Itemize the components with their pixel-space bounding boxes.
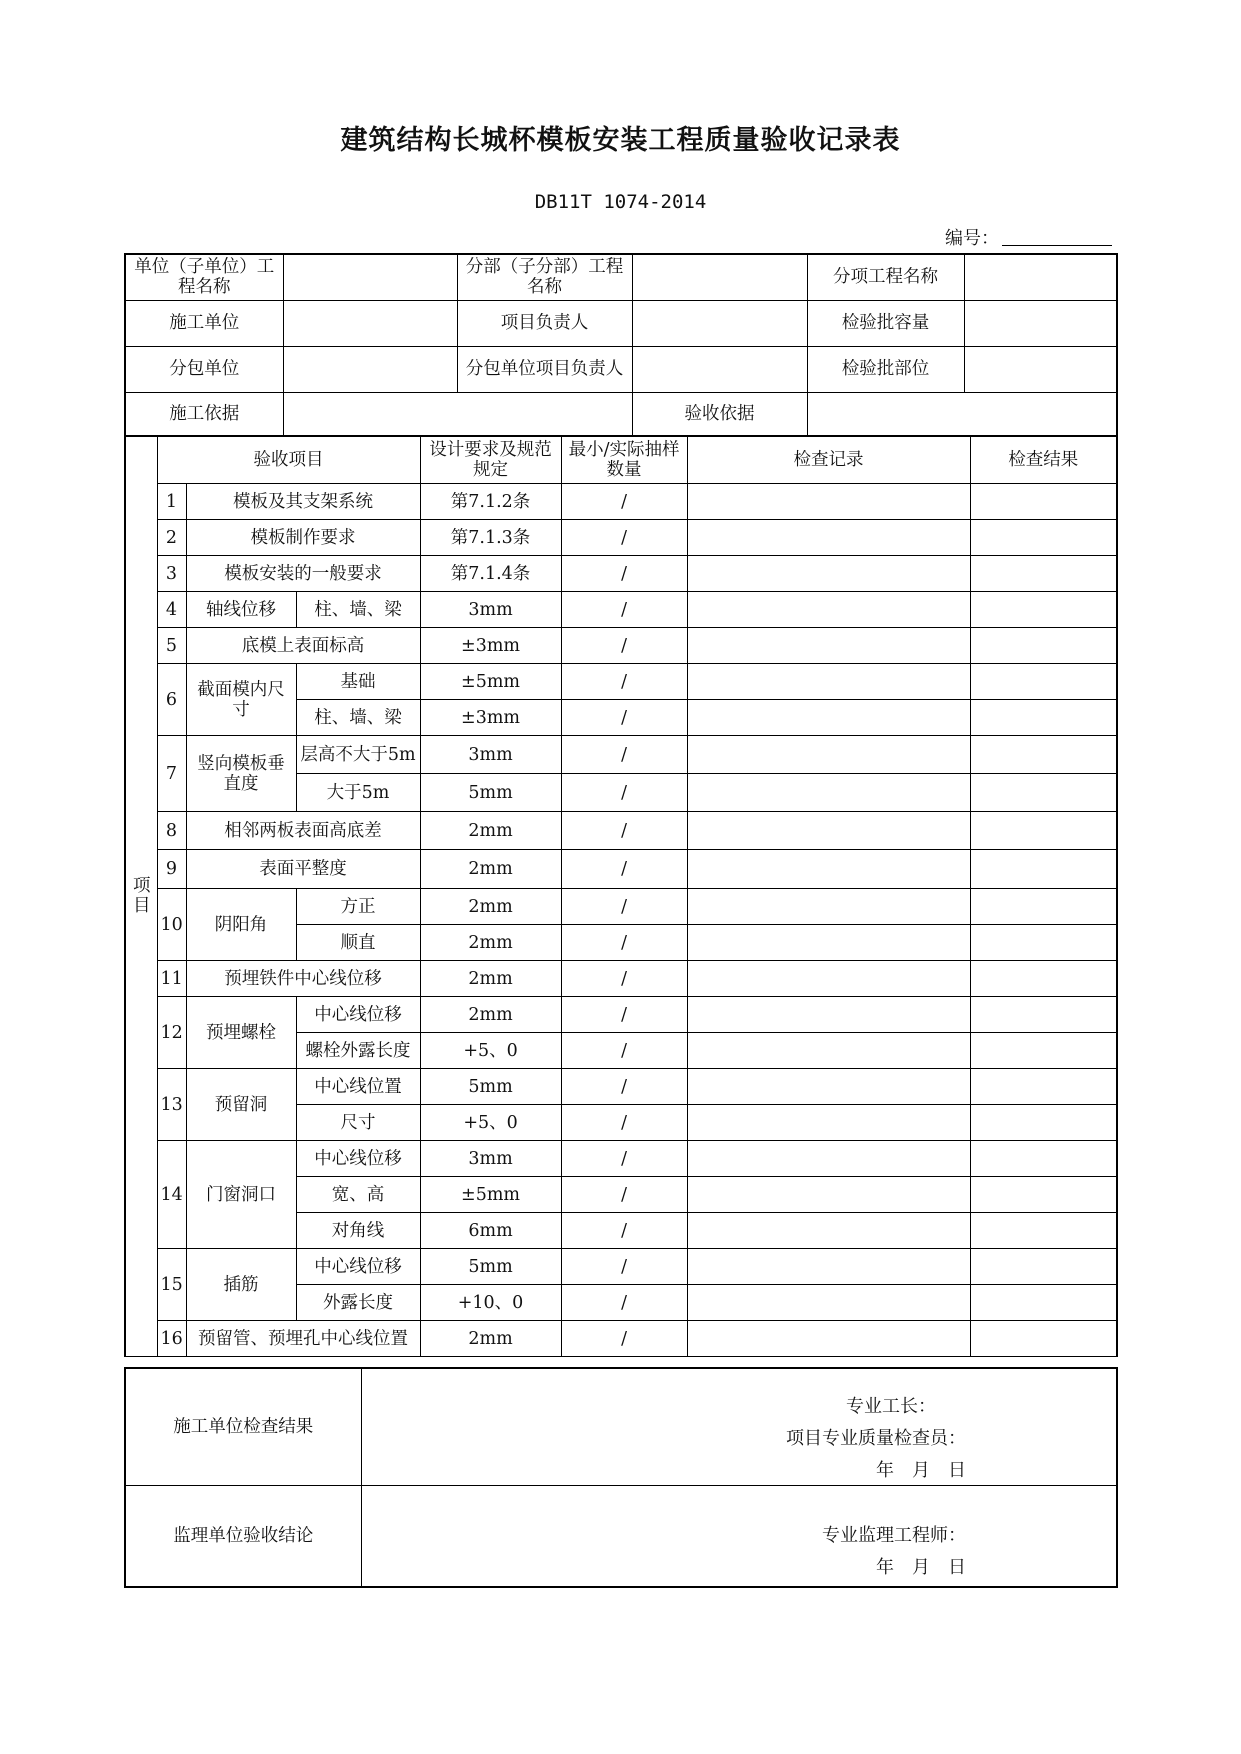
- item-number: 4: [157, 592, 186, 628]
- item-record[interactable]: [687, 520, 970, 556]
- item-name: 预埋螺栓: [186, 997, 296, 1069]
- item-record[interactable]: [687, 1249, 970, 1285]
- supervision-label: 监理单位验收结论: [125, 1485, 361, 1587]
- unit-project-field[interactable]: [283, 254, 457, 300]
- table-row: [125, 628, 1117, 664]
- item-sample[interactable]: /: [561, 997, 687, 1033]
- col-sample: 最小/实际抽样数量: [561, 436, 687, 484]
- batch-capacity-label: 检验批容量: [807, 300, 964, 346]
- item-record[interactable]: [687, 997, 970, 1033]
- item-number: 1: [157, 484, 186, 520]
- construction-basis-field[interactable]: [283, 392, 632, 436]
- item-number: 5: [157, 628, 186, 664]
- item-number: 10: [157, 889, 186, 961]
- acceptance-basis-field[interactable]: [807, 392, 1117, 436]
- item-sample[interactable]: /: [561, 664, 687, 700]
- table-row: [125, 736, 1117, 774]
- item-name: 预留管、预埋孔中心线位置: [186, 1321, 420, 1357]
- item-sub: 层高不大于5m: [296, 736, 420, 774]
- item-design: +5、0: [420, 1033, 561, 1069]
- side-label: 项目: [125, 436, 157, 1357]
- item-result[interactable]: [970, 1249, 1117, 1285]
- project-manager-label: 项目负责人: [457, 300, 632, 346]
- item-number: 2: [157, 520, 186, 556]
- item-result[interactable]: [970, 961, 1117, 997]
- header-info-table: [124, 253, 1118, 437]
- item-sample[interactable]: /: [561, 774, 687, 812]
- item-name: 竖向模板垂直度: [186, 736, 296, 812]
- item-record[interactable]: [687, 592, 970, 628]
- construction-check-label: 施工单位检查结果: [125, 1368, 361, 1485]
- table-row: [125, 889, 1117, 925]
- quality-inspector-label: 项目专业质量检查员：: [786, 1428, 966, 1449]
- item-record[interactable]: [687, 1105, 970, 1141]
- item-sample[interactable]: /: [561, 1033, 687, 1069]
- item-record[interactable]: [687, 889, 970, 925]
- table-row: [125, 520, 1117, 556]
- sub-project-label: 分部（子分部）工程名称: [457, 254, 632, 300]
- subcontractor-label: 分包单位: [125, 346, 283, 392]
- table-row: [125, 1321, 1117, 1357]
- item-result[interactable]: [970, 1069, 1117, 1105]
- item-design: 5mm: [420, 1069, 561, 1105]
- construction-unit-label: 施工单位: [125, 300, 283, 346]
- item-number: 8: [157, 812, 186, 850]
- item-result[interactable]: [970, 1177, 1117, 1213]
- item-design: ±5mm: [420, 1177, 561, 1213]
- item-sample[interactable]: /: [561, 1141, 687, 1177]
- table-row: [125, 1141, 1117, 1177]
- item-record[interactable]: [687, 1141, 970, 1177]
- item-sub: 中心线位置: [296, 1069, 420, 1105]
- table-row: [125, 850, 1117, 889]
- date-line-2: 年 月 日: [876, 1556, 966, 1578]
- item-result[interactable]: [970, 1033, 1117, 1069]
- item-record[interactable]: [687, 1285, 970, 1321]
- batch-location-label: 检验批部位: [807, 346, 964, 392]
- item-result[interactable]: [970, 889, 1117, 925]
- project-manager-field[interactable]: [632, 300, 807, 346]
- item-project-label: 分项工程名称: [807, 254, 964, 300]
- item-sample[interactable]: /: [561, 556, 687, 592]
- item-result[interactable]: [970, 664, 1117, 700]
- batch-location-field[interactable]: [964, 346, 1117, 392]
- item-sub: 柱、墙、梁: [296, 592, 420, 628]
- construction-check-area[interactable]: [361, 1368, 1117, 1485]
- item-record[interactable]: [687, 700, 970, 736]
- item-design: 2mm: [420, 889, 561, 925]
- item-design: 3mm: [420, 736, 561, 774]
- item-name: 表面平整度: [186, 850, 420, 889]
- item-design: ±3mm: [420, 628, 561, 664]
- table-row: [125, 997, 1117, 1033]
- item-design: 第7.1.4条: [420, 556, 561, 592]
- item-result[interactable]: [970, 520, 1117, 556]
- acceptance-basis-label: 验收依据: [632, 392, 807, 436]
- item-design: 3mm: [420, 1141, 561, 1177]
- item-result[interactable]: [970, 997, 1117, 1033]
- item-result[interactable]: [970, 1213, 1117, 1249]
- item-record[interactable]: [687, 925, 970, 961]
- item-record[interactable]: [687, 1213, 970, 1249]
- item-name: 阴阳角: [186, 889, 296, 961]
- item-record[interactable]: [687, 484, 970, 520]
- serial-input-line[interactable]: [1002, 245, 1112, 246]
- item-sub: 顺直: [296, 925, 420, 961]
- item-sample[interactable]: /: [561, 1285, 687, 1321]
- item-number: 7: [157, 736, 186, 812]
- item-sample[interactable]: /: [561, 1249, 687, 1285]
- item-project-field[interactable]: [964, 254, 1117, 300]
- item-name: 插筋: [186, 1249, 296, 1321]
- item-sub: 对角线: [296, 1213, 420, 1249]
- item-result[interactable]: [970, 556, 1117, 592]
- item-result[interactable]: [970, 1321, 1117, 1357]
- item-name: 相邻两板表面高底差: [186, 812, 420, 850]
- item-design: 2mm: [420, 961, 561, 997]
- sub-project-field[interactable]: [632, 254, 807, 300]
- item-name: 底模上表面标高: [186, 628, 420, 664]
- item-sample[interactable]: /: [561, 925, 687, 961]
- item-sample[interactable]: /: [561, 1213, 687, 1249]
- item-sub: 大于5m: [296, 774, 420, 812]
- item-sample[interactable]: /: [561, 1321, 687, 1357]
- page-title: 建筑结构长城杯模板安装工程质量验收记录表: [340, 125, 901, 156]
- serial-label: 编号：: [945, 228, 999, 249]
- item-result[interactable]: [970, 592, 1117, 628]
- table-row: [125, 961, 1117, 997]
- sub-manager-field[interactable]: [632, 346, 807, 392]
- item-sample[interactable]: /: [561, 736, 687, 774]
- item-sample[interactable]: /: [561, 850, 687, 889]
- item-result[interactable]: [970, 1105, 1117, 1141]
- item-number: 11: [157, 961, 186, 997]
- item-design: ±3mm: [420, 700, 561, 736]
- item-number: 12: [157, 997, 186, 1069]
- item-record[interactable]: [687, 1033, 970, 1069]
- item-record[interactable]: [687, 664, 970, 700]
- item-design: 第7.1.3条: [420, 520, 561, 556]
- item-sample[interactable]: /: [561, 1177, 687, 1213]
- item-sample[interactable]: /: [561, 592, 687, 628]
- item-record[interactable]: [687, 812, 970, 850]
- item-sub: 中心线位移: [296, 997, 420, 1033]
- table-row: [125, 1069, 1117, 1105]
- supervisor-label: 专业监理工程师：: [822, 1524, 966, 1546]
- item-result[interactable]: [970, 736, 1117, 774]
- col-result: 检查结果: [970, 436, 1117, 484]
- item-name: 截面模内尺寸: [186, 664, 296, 736]
- standard-number: DB11T 1074-2014: [534, 191, 707, 213]
- table-row: [125, 592, 1117, 628]
- table-row: [125, 812, 1117, 850]
- item-record[interactable]: [687, 556, 970, 592]
- item-design: ±5mm: [420, 664, 561, 700]
- col-record: 检查记录: [687, 436, 970, 484]
- item-sample[interactable]: /: [561, 812, 687, 850]
- item-design: 2mm: [420, 997, 561, 1033]
- item-number: 6: [157, 664, 186, 736]
- item-result[interactable]: [970, 850, 1117, 889]
- item-sample[interactable]: /: [561, 1105, 687, 1141]
- item-sub: 柱、墙、梁: [296, 700, 420, 736]
- item-result[interactable]: [970, 925, 1117, 961]
- item-name: 预埋铁件中心线位移: [186, 961, 420, 997]
- item-design: 5mm: [420, 1249, 561, 1285]
- item-result[interactable]: [970, 700, 1117, 736]
- item-sub: 尺寸: [296, 1105, 420, 1141]
- item-design: 2mm: [420, 850, 561, 889]
- item-sample[interactable]: /: [561, 961, 687, 997]
- item-name: 门窗洞口: [186, 1141, 296, 1249]
- table-row: [125, 1249, 1117, 1285]
- item-sample[interactable]: /: [561, 700, 687, 736]
- item-design: +10、0: [420, 1285, 561, 1321]
- item-design: 2mm: [420, 1321, 561, 1357]
- item-record[interactable]: [687, 1321, 970, 1357]
- item-sub: 外露长度: [296, 1285, 420, 1321]
- item-name: 模板及其支架系统: [186, 484, 420, 520]
- item-result[interactable]: [970, 812, 1117, 850]
- item-sub: 方正: [296, 889, 420, 925]
- item-name: 轴线位移: [186, 592, 296, 628]
- unit-project-label: 单位（子单位）工程名称: [125, 254, 283, 300]
- item-record[interactable]: [687, 961, 970, 997]
- item-sample[interactable]: /: [561, 484, 687, 520]
- date-line-1: 年 月 日: [876, 1460, 966, 1481]
- item-record[interactable]: [687, 628, 970, 664]
- table-row: [125, 664, 1117, 700]
- item-record[interactable]: [687, 736, 970, 774]
- item-result[interactable]: [970, 628, 1117, 664]
- table-row: [125, 484, 1117, 520]
- item-design: 第7.1.2条: [420, 484, 561, 520]
- item-record[interactable]: [687, 774, 970, 812]
- item-number: 16: [157, 1321, 186, 1357]
- item-result[interactable]: [970, 484, 1117, 520]
- item-design: 6mm: [420, 1213, 561, 1249]
- item-sample[interactable]: /: [561, 628, 687, 664]
- item-design: 3mm: [420, 592, 561, 628]
- item-design: 5mm: [420, 774, 561, 812]
- footer-sign-table: [124, 1367, 1118, 1588]
- item-sample[interactable]: /: [561, 1069, 687, 1105]
- sub-manager-label: 分包单位项目负责人: [457, 346, 632, 392]
- item-name: 预留洞: [186, 1069, 296, 1141]
- item-number: 14: [157, 1141, 186, 1249]
- col-design: 设计要求及规范规定: [420, 436, 561, 484]
- item-record[interactable]: [687, 1069, 970, 1105]
- item-number: 9: [157, 850, 186, 889]
- item-name: 模板制作要求: [186, 520, 420, 556]
- construction-basis-label: 施工依据: [125, 392, 283, 436]
- item-result[interactable]: [970, 1141, 1117, 1177]
- item-sub: 宽、高: [296, 1177, 420, 1213]
- item-design: 2mm: [420, 812, 561, 850]
- item-sub: 基础: [296, 664, 420, 700]
- item-number: 15: [157, 1249, 186, 1321]
- item-record[interactable]: [687, 1177, 970, 1213]
- item-record[interactable]: [687, 850, 970, 889]
- item-result[interactable]: [970, 1285, 1117, 1321]
- item-sub: 螺栓外露长度: [296, 1033, 420, 1069]
- item-name: 模板安装的一般要求: [186, 556, 420, 592]
- supervision-area[interactable]: [361, 1485, 1117, 1587]
- foreman-label: 专业工长：: [846, 1396, 936, 1417]
- batch-capacity-field[interactable]: [964, 300, 1117, 346]
- item-sample[interactable]: /: [561, 889, 687, 925]
- table-row: [125, 556, 1117, 592]
- item-design: 2mm: [420, 925, 561, 961]
- item-number: 3: [157, 556, 186, 592]
- item-design: +5、0: [420, 1105, 561, 1141]
- inspection-items-table: [124, 435, 1118, 1357]
- item-number: 13: [157, 1069, 186, 1141]
- construction-unit-field[interactable]: [283, 300, 457, 346]
- item-result[interactable]: [970, 774, 1117, 812]
- subcontractor-field[interactable]: [283, 346, 457, 392]
- item-sub: 中心线位移: [296, 1141, 420, 1177]
- item-sample[interactable]: /: [561, 520, 687, 556]
- col-item: 验收项目: [157, 436, 420, 484]
- item-sub: 中心线位移: [296, 1249, 420, 1285]
